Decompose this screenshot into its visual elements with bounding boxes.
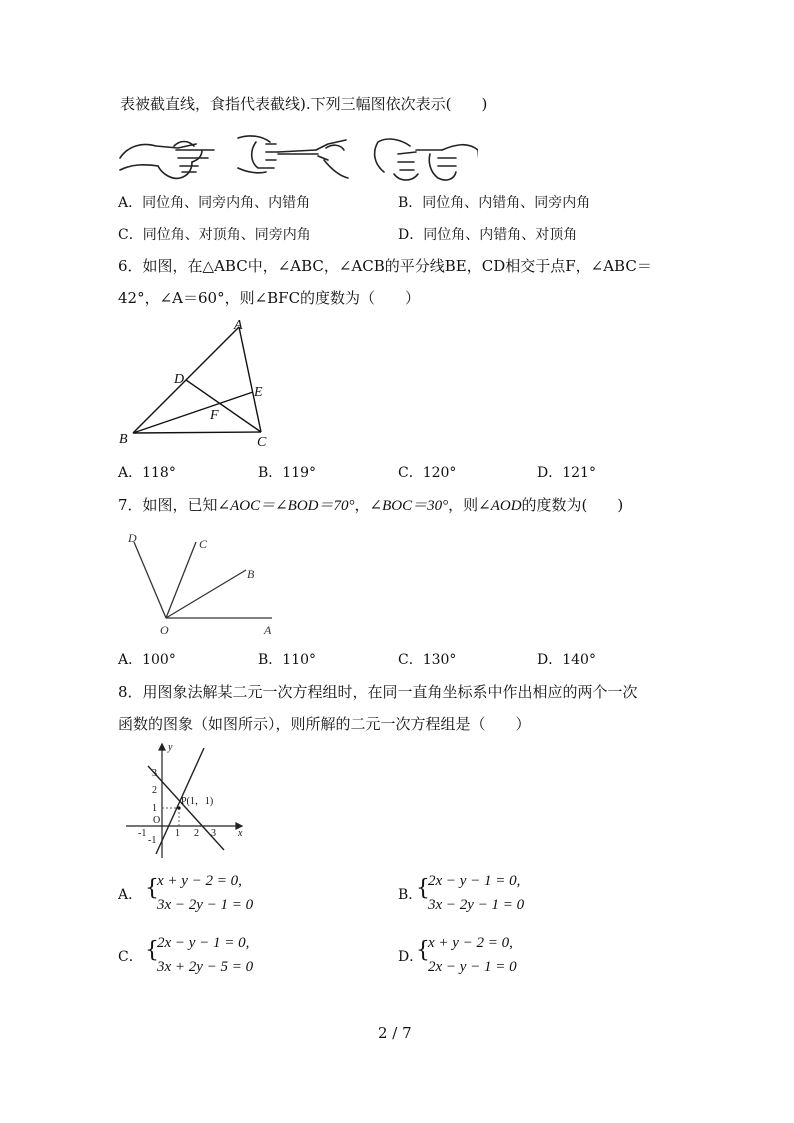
axis-label-x: x <box>238 828 243 839</box>
q7-prefix: 7．如图，已知 <box>118 496 218 514</box>
q8-option-b-eq1: 2x − y − 1 = 0, <box>428 873 521 889</box>
q7-suffix: 的度数为( ) <box>521 496 624 514</box>
q7-question <box>118 495 623 516</box>
y-tick-1: 1 <box>152 803 157 814</box>
q6-line2: 42°，∠A＝60°，则∠BFC的度数为（ ） <box>118 289 421 307</box>
side-ac <box>239 327 261 432</box>
ray-oc <box>166 542 196 618</box>
q7-option-a: A．100° <box>118 652 176 668</box>
q6-option-b: B．119° <box>258 465 317 481</box>
q8-option-d-label: D． <box>398 949 424 965</box>
hands-picture-1 <box>120 142 214 179</box>
q5-line1: 表被截直线，食指代表截线).下列三幅图依次表示( ) <box>120 95 488 113</box>
q8-option-c-label: C． <box>118 949 143 965</box>
point-p-label: P(1，1) <box>181 796 214 807</box>
origin-label: O <box>153 815 161 826</box>
q5-option-a: A．同位角、同旁内角、内错角 <box>118 195 311 211</box>
label-o: O <box>160 623 169 637</box>
angle-figure <box>122 530 282 638</box>
q7-sep: ， <box>354 496 370 514</box>
q8-line1: 8．用图象法解某二元一次方程组时，在同一直角坐标系中作出相应的两个一次 <box>118 683 638 701</box>
q5-option-b: B．同位角、内错角、同旁内角 <box>398 195 591 211</box>
x-tick-1: 1 <box>175 828 180 839</box>
y-axis-arrow <box>159 744 165 750</box>
q7-given: ∠AOC＝∠BOD＝70° <box>217 498 355 514</box>
label-e: E <box>254 385 263 400</box>
q8-option-b-eq2: 3x − 2y − 1 = 0 <box>428 897 525 913</box>
page-number: 2 / 7 <box>378 1024 412 1042</box>
label-b: B <box>119 432 128 447</box>
label-c: C <box>199 537 208 551</box>
q6-option-d: D．121° <box>537 465 596 481</box>
q7-option-d: D．140° <box>537 652 596 668</box>
label-b: B <box>247 567 255 581</box>
q8-option-a-eq2: 3x − 2y − 1 = 0 <box>157 897 254 913</box>
coordinate-graph <box>120 738 250 860</box>
q7-option-c: C．130° <box>398 652 457 668</box>
brace-icon: { <box>416 938 430 963</box>
side-bc <box>133 432 261 433</box>
label-f: F <box>210 408 219 423</box>
q8-option-c-eq2: 3x + 2y − 5 = 0 <box>157 959 254 975</box>
q6-option-a: A．118° <box>118 465 176 481</box>
q8-option-d-system <box>416 934 556 978</box>
ray-ob <box>166 570 246 618</box>
label-d: D <box>174 372 185 387</box>
q8-line2: 函数的图象（如图所示），则所解的二元一次方程组是（ ） <box>118 715 531 733</box>
q8-option-c-system <box>145 934 275 978</box>
q5-option-c: C．同位角、对顶角、同旁内角 <box>118 227 311 243</box>
q8-option-a-eq1: x + y − 2 = 0, <box>157 873 242 889</box>
hands-picture-2 <box>238 136 348 178</box>
x-tick-neg1: -1 <box>138 828 147 839</box>
q5-option-d: D．同位角、内错角、对顶角 <box>398 227 578 243</box>
q6-line1: 6．如图，在△ABC中，∠ABC，∠ACB的平分线BE，CD相交于点F，∠ABC＝ <box>118 257 652 275</box>
ray-od <box>134 542 166 618</box>
bisector-be <box>133 392 253 433</box>
q8-option-b-system <box>416 872 556 916</box>
q6-option-c: C．120° <box>398 465 457 481</box>
q7-given2: ∠BOC＝30° <box>369 498 449 514</box>
label-a: A <box>264 623 272 637</box>
label-d: D <box>128 531 137 545</box>
y-tick-3: 3 <box>152 768 157 779</box>
x-tick-3: 3 <box>211 828 216 839</box>
triangle-figure <box>115 315 275 450</box>
hands-picture-3 <box>375 139 478 180</box>
label-c: C <box>257 435 267 450</box>
point-p <box>177 806 180 809</box>
q8-option-b-label: B． <box>398 887 423 903</box>
q8-option-d-eq1: x + y − 2 = 0, <box>428 935 513 951</box>
label-a: A <box>234 318 243 333</box>
brace-icon: { <box>145 876 159 901</box>
brace-icon: { <box>416 876 430 901</box>
brace-icon: { <box>145 938 159 963</box>
q8-option-a-system <box>145 872 275 916</box>
q8-option-d-eq2: 2x − y − 1 = 0 <box>428 959 517 975</box>
y-tick-2: 2 <box>152 785 157 796</box>
q7-target: ∠AOD <box>478 498 522 514</box>
hands-illustrations <box>118 128 478 186</box>
q8-option-a-label: A． <box>118 887 143 903</box>
axis-label-y: y <box>168 742 173 753</box>
x-tick-2: 2 <box>194 828 199 839</box>
bisector-cd <box>186 380 261 432</box>
y-tick-neg1: -1 <box>148 835 157 846</box>
q7-option-b: B．110° <box>258 652 317 668</box>
q7-mid: ，则 <box>448 496 479 514</box>
q8-option-c-eq1: 2x − y − 1 = 0, <box>157 935 250 951</box>
